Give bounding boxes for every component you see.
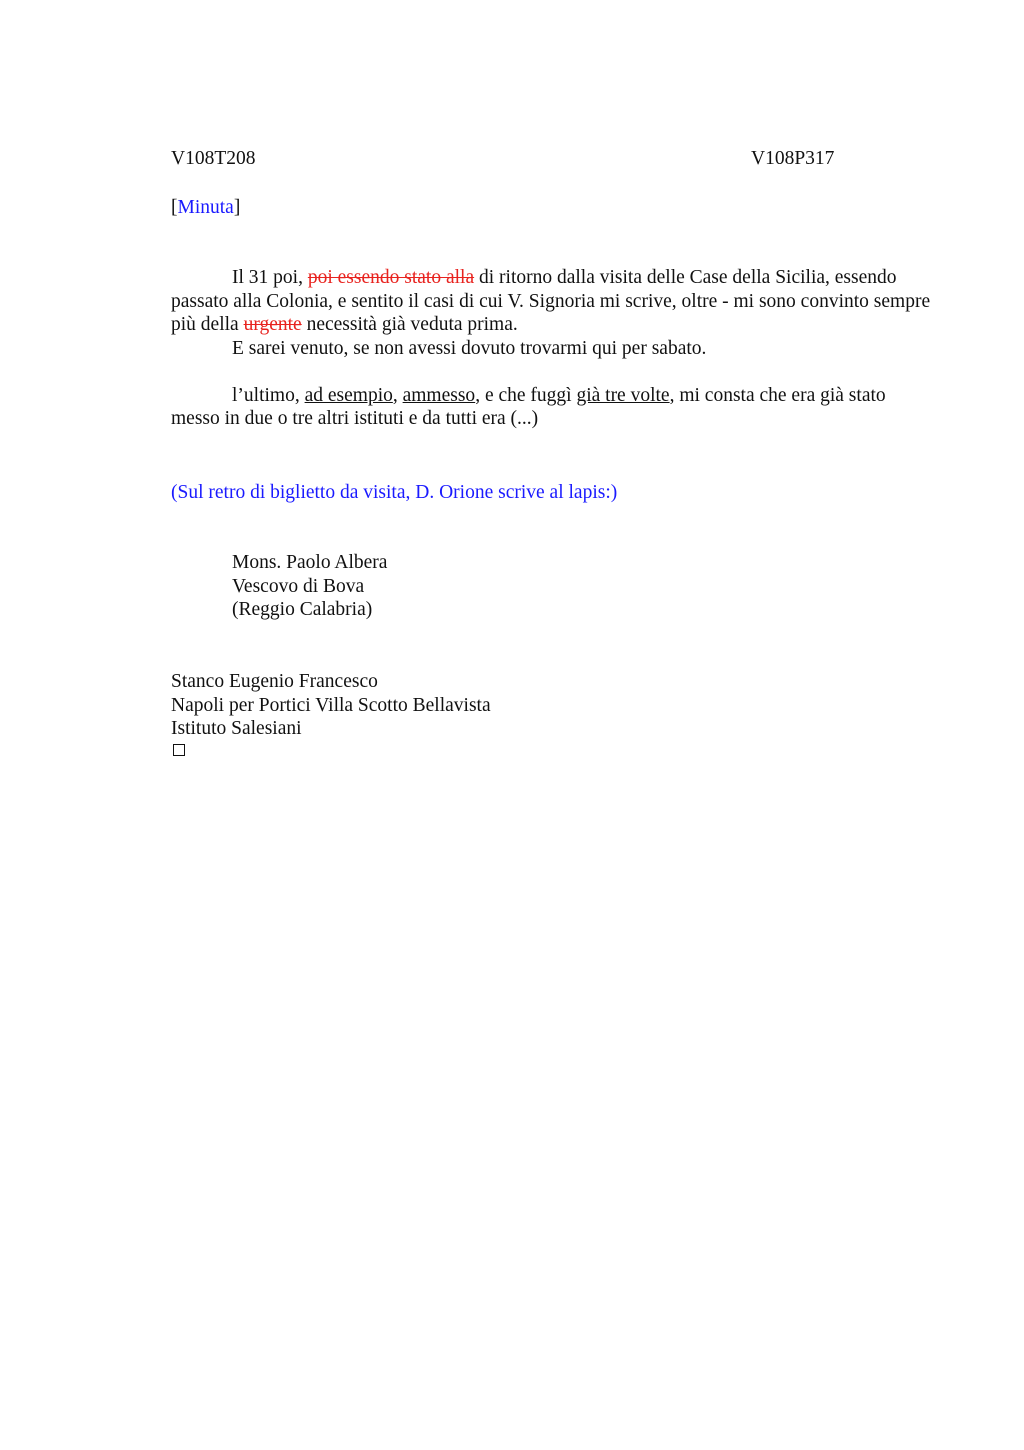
address-line: Vescovo di Bova: [232, 575, 365, 597]
minuta-label: [Minuta]: [171, 197, 241, 218]
sender-line: Istituto Salesiani: [171, 718, 302, 739]
address-line: Mons. Paolo Albera: [232, 552, 388, 573]
address-line: (Reggio Calabria): [232, 599, 373, 620]
paragraph-1: Il 31 poi, poi essendo stato alla di ritorno dalla visita delle Case della Sicilia, essendo passato alla Colonia, e sentito il casi di cui V. Signoria mi scrive, oltre - mi sono convinto sempre più della urgente necessità già veduta prima.: [171, 267, 931, 335]
left-doc-code: V108T208: [171, 148, 256, 169]
deleted-text: urgente: [243, 314, 302, 335]
sender-block: [171, 670, 491, 741]
minuta-word: Minuta: [177, 197, 234, 218]
underlined-text: ad esempio: [304, 384, 393, 406]
paragraph-2: E sarei venuto, se non avessi dovuto trovarmi qui per sabato.: [232, 337, 707, 359]
sender-line: Stanco Eugenio Francesco: [171, 671, 378, 692]
underlined-text: ammesso: [402, 384, 476, 406]
recipient-address: [171, 551, 387, 622]
paragraph-3: l’ultimo, ad esempio, ammesso, e che fuggì già tre volte, mi consta che era già stato messo in due o tre altri istituti e da tutti era (...): [171, 384, 886, 429]
sender-line: Napoli per Portici Villa Scotto Bellavista: [171, 694, 491, 716]
underlined-text: già tre volte: [576, 384, 670, 406]
empty-box-glyph: [173, 744, 185, 756]
editorial-note: (Sul retro di biglietto da visita, D. Orione scrive al lapis:): [171, 482, 618, 503]
letter-body: [171, 266, 931, 431]
deleted-text: poi essendo stato alla: [307, 267, 475, 288]
right-doc-code: V108P317: [751, 148, 835, 169]
